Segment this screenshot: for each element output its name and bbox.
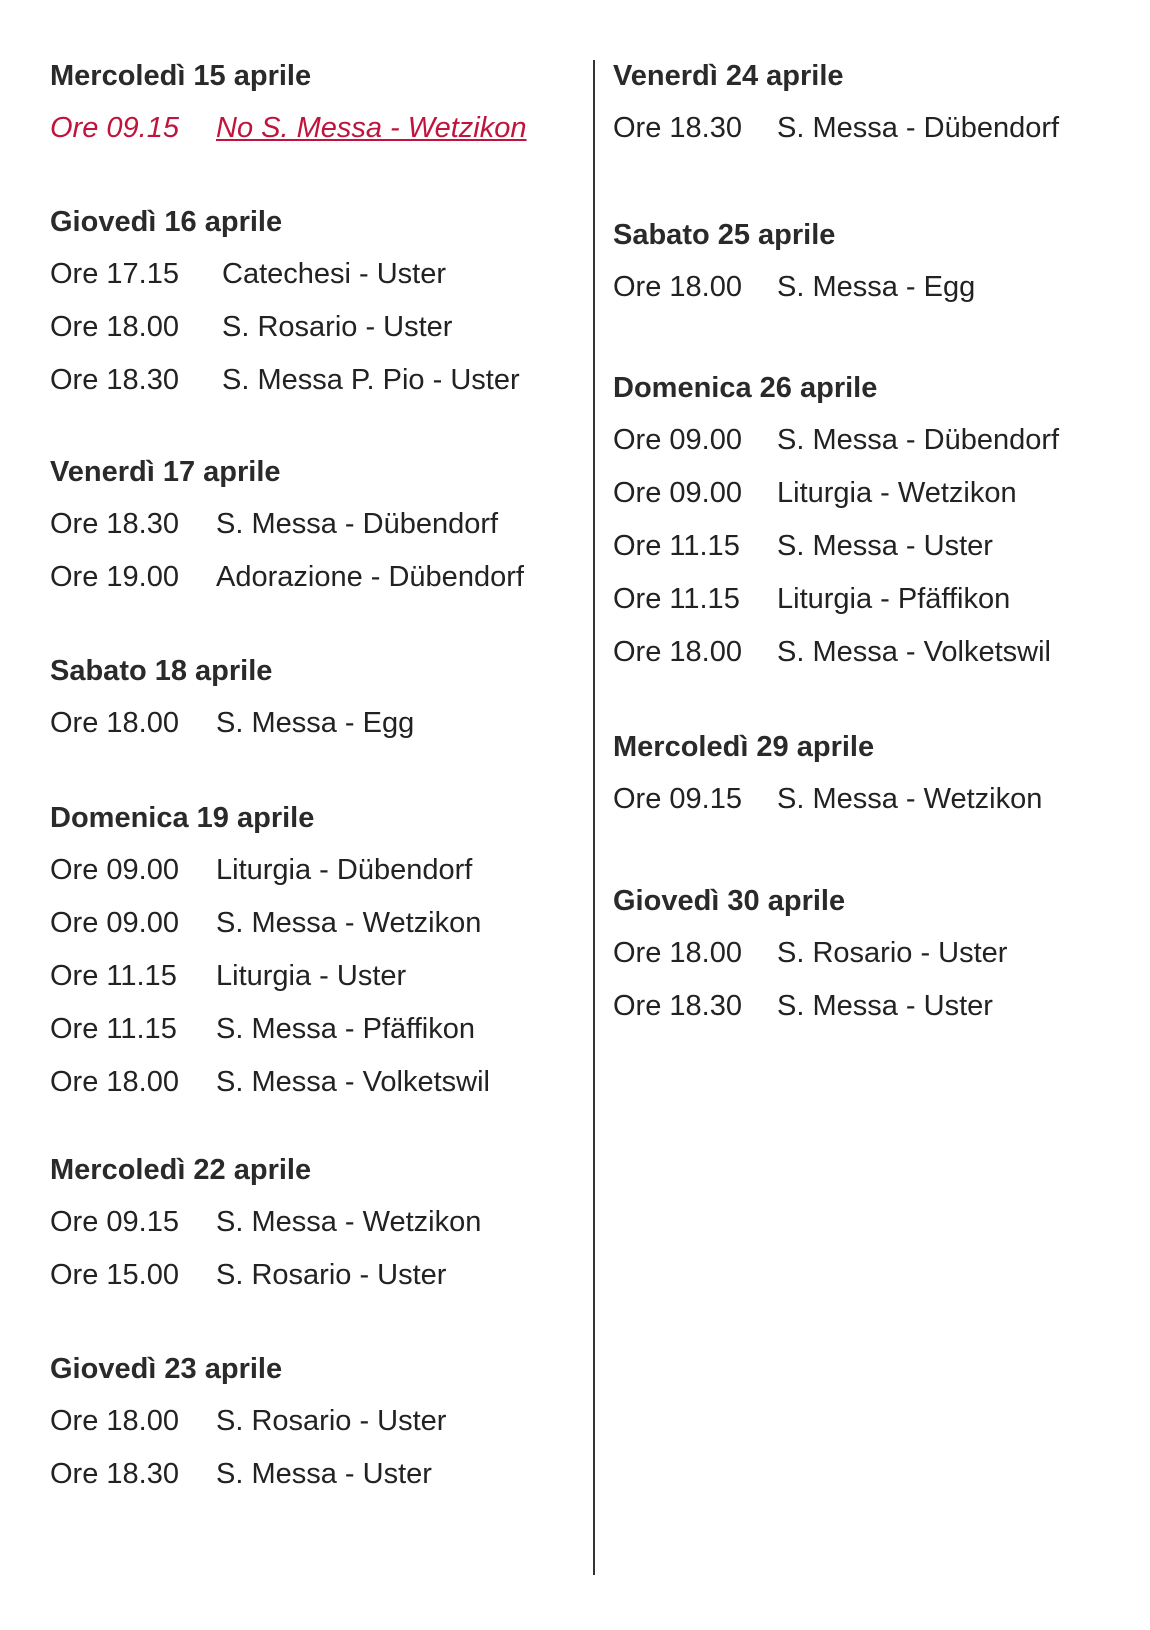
- entry-time: Ore 18.00: [613, 937, 742, 969]
- entry-list: [613, 414, 1060, 679]
- entry-time: Ore 18.00: [50, 1066, 179, 1098]
- schedule-entry: [50, 301, 453, 354]
- entry-event: S. Rosario - Uster: [777, 937, 1008, 969]
- schedule-entry: [613, 467, 1017, 520]
- entry-time: Ore 11.15: [50, 960, 177, 992]
- day-block: [50, 800, 490, 1109]
- entry-time: Ore 18.00: [613, 271, 742, 303]
- schedule-entry: [613, 102, 1060, 155]
- cancelled-entry: [50, 102, 527, 155]
- entry-time: Ore 11.15: [613, 583, 740, 615]
- day-title: Giovedì 23 aprile: [50, 1353, 283, 1385]
- entry-event: S. Messa - Volketswil: [777, 636, 1051, 668]
- entry-event: Adorazione - Dübendorf: [216, 561, 524, 593]
- schedule-entry: [613, 927, 1008, 980]
- entry-time: Ore 18.00: [50, 707, 179, 739]
- entry-time: Ore 09.00: [613, 477, 742, 509]
- entry-event: Liturgia - Wetzikon: [777, 477, 1017, 509]
- entry-time: Ore 19.00: [50, 561, 179, 593]
- entry-event: S. Messa - Uster: [777, 530, 993, 562]
- day-block: [50, 1351, 447, 1501]
- entry-time: Ore 18.00: [613, 636, 742, 668]
- entry-event: S. Messa - Egg: [216, 707, 415, 739]
- entry-list: [613, 261, 976, 314]
- entry-time: Ore 18.30: [50, 508, 179, 540]
- schedule-entry: [50, 354, 520, 407]
- schedule-entry: [50, 697, 415, 750]
- schedule-entry: [613, 626, 1051, 679]
- entry-list: [613, 927, 1008, 1033]
- day-title: Venerdì 17 aprile: [50, 456, 281, 488]
- entry-event: Liturgia - Uster: [216, 960, 407, 992]
- entry-event: S. Messa - Uster: [216, 1458, 432, 1490]
- entry-event: S. Messa - Wetzikon: [216, 907, 482, 939]
- day-title: Mercoledì 15 aprile: [50, 60, 312, 92]
- day-title: Domenica 19 aprile: [50, 802, 315, 834]
- entry-event: S. Messa - Volketswil: [216, 1066, 490, 1098]
- entry-event: S. Messa - Dübendorf: [777, 424, 1060, 456]
- entry-event: Liturgia - Dübendorf: [216, 854, 473, 886]
- entry-list: [50, 844, 490, 1109]
- entry-event: S. Messa - Wetzikon: [777, 783, 1043, 815]
- day-title: Sabato 25 aprile: [613, 219, 836, 251]
- entry-event: S. Messa - Wetzikon: [216, 1206, 482, 1238]
- day-title: Domenica 26 aprile: [613, 372, 878, 404]
- entry-list: [50, 498, 524, 604]
- entry-event: No S. Messa - Wetzikon: [216, 112, 527, 144]
- day-block: [613, 217, 976, 314]
- day-title: Mercoledì 22 aprile: [50, 1154, 312, 1186]
- schedule-entry: [50, 1003, 475, 1056]
- entry-list: [50, 697, 415, 750]
- schedule-entry: [613, 980, 993, 1033]
- day-block: [613, 729, 1043, 826]
- day-title: Giovedì 16 aprile: [50, 206, 283, 238]
- day-title: Sabato 18 aprile: [50, 655, 273, 687]
- entry-time: Ore 11.15: [613, 530, 740, 562]
- entry-time: Ore 18.00: [50, 311, 179, 343]
- day-title: Venerdì 24 aprile: [613, 60, 844, 92]
- day-block: [50, 58, 527, 155]
- day-title: Mercoledì 29 aprile: [613, 731, 875, 763]
- entry-time: Ore 09.15: [50, 112, 179, 144]
- day-block: [613, 883, 1008, 1033]
- entry-list: [50, 1395, 447, 1501]
- schedule-entry: [50, 498, 499, 551]
- entry-time: Ore 18.30: [50, 364, 179, 396]
- schedule-entry: [50, 1249, 447, 1302]
- day-block: [50, 653, 415, 750]
- entry-event: S. Messa - Uster: [777, 990, 993, 1022]
- entry-time: Ore 18.30: [613, 990, 742, 1022]
- entry-event: S. Messa - Dübendorf: [777, 112, 1060, 144]
- schedule-entry: [613, 773, 1043, 826]
- entry-event: S. Rosario - Uster: [216, 1405, 447, 1437]
- schedule-entry: [613, 261, 976, 314]
- entry-list: [50, 102, 527, 155]
- schedule-entry: [50, 950, 407, 1003]
- entry-time: Ore 11.15: [50, 1013, 177, 1045]
- entry-time: Ore 09.15: [613, 783, 742, 815]
- day-block: [50, 204, 520, 407]
- entry-event: S. Rosario - Uster: [216, 1259, 447, 1291]
- entry-time: Ore 18.00: [50, 1405, 179, 1437]
- day-block: [50, 454, 524, 604]
- entry-event: S. Rosario - Uster: [222, 311, 453, 343]
- day-block: [613, 370, 1060, 679]
- entry-list: [613, 773, 1043, 826]
- entry-time: Ore 09.00: [50, 907, 179, 939]
- column-divider: [593, 60, 595, 1575]
- schedule-entry: [50, 897, 482, 950]
- entry-time: Ore 18.30: [613, 112, 742, 144]
- entry-list: [50, 1196, 482, 1302]
- schedule-entry: [50, 844, 473, 897]
- entry-time: Ore 15.00: [50, 1259, 179, 1291]
- schedule-entry: [50, 1196, 482, 1249]
- entry-event: S. Messa - Pfäffikon: [216, 1013, 475, 1045]
- schedule-entry: [613, 520, 993, 573]
- schedule-entry: [50, 1448, 432, 1501]
- entry-time: Ore 09.00: [613, 424, 742, 456]
- schedule-entry: [50, 551, 524, 604]
- day-title: Giovedì 30 aprile: [613, 885, 846, 917]
- entry-time: Ore 09.00: [50, 854, 179, 886]
- day-block: [613, 58, 1060, 155]
- entry-list: [613, 102, 1060, 155]
- entry-time: Ore 09.15: [50, 1206, 179, 1238]
- entry-event: S. Messa - Egg: [777, 271, 976, 303]
- schedule-entry: [50, 1395, 447, 1448]
- entry-event: S. Messa P. Pio - Uster: [222, 364, 520, 396]
- schedule-entry: [613, 573, 1011, 626]
- entry-time: Ore 18.30: [50, 1458, 179, 1490]
- entry-time: Ore 17.15: [50, 258, 179, 290]
- entry-event: S. Messa - Dübendorf: [216, 508, 499, 540]
- entry-event: Catechesi - Uster: [222, 258, 447, 290]
- day-block: [50, 1152, 482, 1302]
- schedule-entry: [50, 1056, 490, 1109]
- entry-event: Liturgia - Pfäffikon: [777, 583, 1011, 615]
- schedule-entry: [50, 248, 447, 301]
- schedule-entry: [613, 414, 1060, 467]
- entry-list: [50, 248, 520, 407]
